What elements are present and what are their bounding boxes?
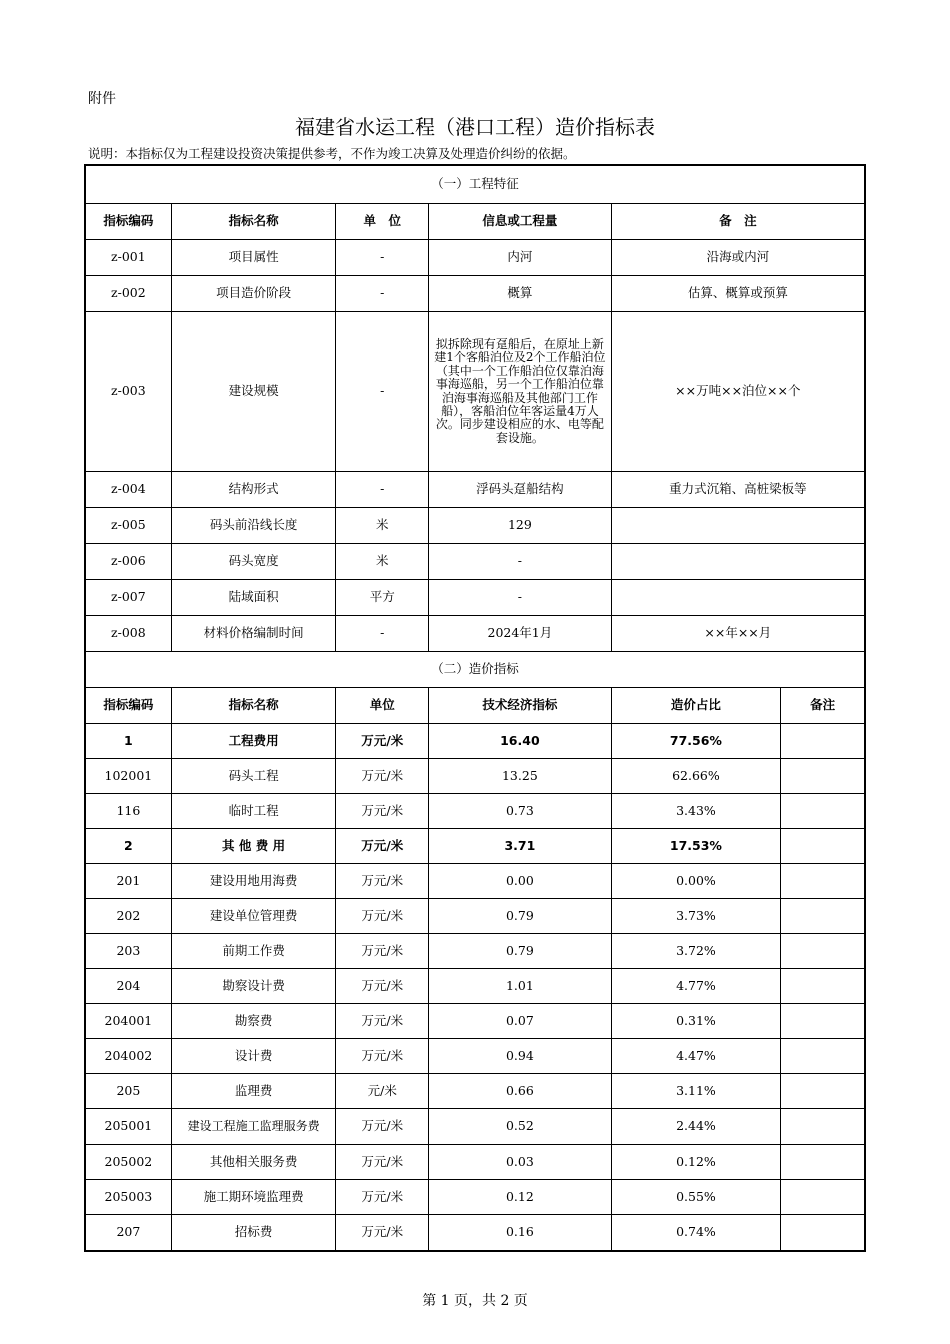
cell-value: 129 <box>428 508 611 543</box>
cell-code: z-004 <box>111 481 146 497</box>
table-row <box>86 1179 864 1214</box>
cell-unit: 万元/米 <box>335 1215 428 1250</box>
cell-code: z-002 <box>111 285 146 301</box>
table-row <box>86 828 864 863</box>
header-remark: 备 注 <box>611 204 864 239</box>
attachment-label: 附件 <box>88 91 116 107</box>
cell-index: 0.07 <box>428 1004 611 1038</box>
cell-index: 0.66 <box>428 1074 611 1108</box>
cost-index-table <box>84 164 866 1252</box>
cell-remark <box>780 1145 864 1179</box>
cell-ratio: 77.56% <box>611 724 781 758</box>
section1-title-row <box>86 166 864 203</box>
cell-unit: 万元/米 <box>335 864 428 898</box>
cell-name: 设计费 <box>171 1039 336 1073</box>
cell-remark <box>611 544 864 579</box>
table-row <box>86 723 864 758</box>
cell-unit: - <box>335 276 428 311</box>
cell-remark <box>780 934 864 968</box>
cell-name: 码头宽度 <box>171 544 336 579</box>
section2-title: （二）造价指标 <box>431 661 519 677</box>
cell-remark: ××万吨××泊位××个 <box>611 312 864 471</box>
page-title: 福建省水运工程（港口工程）造价指标表 <box>295 115 655 139</box>
header-code: 指标编码 <box>103 697 154 713</box>
cell-ratio: 4.77% <box>611 969 781 1003</box>
cell-value: 拟拆除现有趸船后，在原址上新建1个客船泊位及2个工作船泊位（其中一个工作船泊位仅靠泊海事海巡船，另一个工作船泊位靠泊海事海巡船及其他部门工作船），客船泊位年客运量4万人次。同步建设相应的水、电等配套设施。 <box>428 312 611 471</box>
table-row <box>86 933 864 968</box>
table-row <box>86 863 864 898</box>
cell-ratio: 0.00% <box>611 864 781 898</box>
cell-ratio: 3.72% <box>611 934 781 968</box>
section2-header-row <box>86 687 864 723</box>
cell-remark: 重力式沉箱、高桩梁板等 <box>611 472 864 507</box>
header-unit: 单 位 <box>335 204 428 239</box>
table-row <box>86 543 864 579</box>
cell-index: 0.12 <box>428 1180 611 1214</box>
cell-remark: 估算、概算或预算 <box>611 276 864 311</box>
cell-unit: 万元/米 <box>335 759 428 793</box>
cell-index: 0.79 <box>428 899 611 933</box>
table-row <box>86 471 864 507</box>
cell-code: z-007 <box>111 589 146 605</box>
cell-index: 0.00 <box>428 864 611 898</box>
cell-name: 结构形式 <box>171 472 336 507</box>
cell-unit: 米 <box>335 544 428 579</box>
cell-name: 前期工作费 <box>171 934 336 968</box>
cell-unit: - <box>335 616 428 651</box>
cell-remark <box>611 580 864 615</box>
cell-ratio: 3.73% <box>611 899 781 933</box>
cell-value: - <box>428 580 611 615</box>
table-row <box>86 1144 864 1179</box>
cell-value: 内河 <box>428 240 611 275</box>
cell-remark: ××年××月 <box>611 616 864 651</box>
cell-unit: 万元/米 <box>335 899 428 933</box>
cell-unit: 万元/米 <box>335 969 428 1003</box>
cell-unit: - <box>335 312 428 471</box>
header-name: 指标名称 <box>171 204 336 239</box>
cell-code: z-001 <box>111 249 146 265</box>
cell-index: 16.40 <box>428 724 611 758</box>
cell-remark <box>611 508 864 543</box>
cell-code: 201 <box>116 872 141 888</box>
header-ratio: 造价占比 <box>611 688 781 723</box>
cell-unit: 平方 <box>335 580 428 615</box>
cell-value: 浮码头趸船结构 <box>428 472 611 507</box>
cell-name: 施工期环境监理费 <box>171 1180 336 1214</box>
cell-value: 概算 <box>428 276 611 311</box>
cell-name: 其他相关服务费 <box>171 1145 336 1179</box>
cell-remark <box>780 1004 864 1038</box>
cell-ratio: 62.66% <box>611 759 781 793</box>
cell-remark <box>780 1180 864 1214</box>
table-row <box>86 311 864 471</box>
header-index: 技术经济指标 <box>428 688 611 723</box>
cell-code: z-006 <box>111 553 146 569</box>
cell-remark: 沿海或内河 <box>611 240 864 275</box>
section1-header-row <box>86 203 864 239</box>
cell-code: 205001 <box>104 1118 153 1134</box>
cell-index: 0.94 <box>428 1039 611 1073</box>
header-name: 指标名称 <box>171 688 336 723</box>
table-row <box>86 239 864 275</box>
disclaimer-note: 说明：本指标仅为工程建设投资决策提供参考，不作为竣工决算及处理造价纠纷的依据。 <box>88 146 576 161</box>
cell-name: 项目属性 <box>171 240 336 275</box>
cell-unit: - <box>335 240 428 275</box>
table-row <box>86 579 864 615</box>
section2-title-row <box>86 651 864 687</box>
cell-unit: 万元/米 <box>335 724 428 758</box>
cell-ratio: 17.53% <box>611 829 781 863</box>
cell-index: 1.01 <box>428 969 611 1003</box>
cell-remark <box>780 864 864 898</box>
cell-remark <box>780 829 864 863</box>
cell-name: 监理费 <box>171 1074 336 1108</box>
cell-index: 13.25 <box>428 759 611 793</box>
cell-name: 建设工程施工监理服务费 <box>171 1109 336 1144</box>
cell-value: 2024年1月 <box>428 616 611 651</box>
cell-name: 陆域面积 <box>171 580 336 615</box>
cell-remark <box>780 969 864 1003</box>
cell-index: 0.52 <box>428 1109 611 1144</box>
cell-name: 材料价格编制时间 <box>171 616 336 651</box>
cell-name: 建设用地用海费 <box>171 864 336 898</box>
table-row <box>86 1073 864 1108</box>
cell-name: 勘察设计费 <box>171 969 336 1003</box>
cell-remark <box>780 724 864 758</box>
cell-ratio: 0.74% <box>611 1215 781 1250</box>
cell-ratio: 0.31% <box>611 1004 781 1038</box>
cell-name: 建设规模 <box>171 312 336 471</box>
cell-code: z-003 <box>111 383 146 399</box>
table-row <box>86 615 864 651</box>
cell-index: 3.71 <box>428 829 611 863</box>
cell-ratio: 3.43% <box>611 794 781 828</box>
cell-code: 2 <box>124 837 133 853</box>
cell-code: 205 <box>116 1082 141 1098</box>
cell-remark <box>780 1109 864 1144</box>
header-value: 信息或工程量 <box>428 204 611 239</box>
cell-unit: 万元/米 <box>335 829 428 863</box>
cell-code: 102001 <box>104 767 153 783</box>
cell-remark <box>780 759 864 793</box>
cell-code: 207 <box>116 1224 141 1240</box>
cell-code: z-005 <box>111 517 146 533</box>
cell-name: 其 他 费 用 <box>171 829 336 863</box>
cell-index: 0.03 <box>428 1145 611 1179</box>
cell-unit: 万元/米 <box>335 1109 428 1144</box>
cell-unit: 万元/米 <box>335 1180 428 1214</box>
cell-value: - <box>428 544 611 579</box>
cell-name: 勘察费 <box>171 1004 336 1038</box>
cell-name: 工程费用 <box>171 724 336 758</box>
cell-unit: 万元/米 <box>335 794 428 828</box>
cell-code: 202 <box>116 907 141 923</box>
cell-code: 116 <box>116 802 141 818</box>
cell-unit: 万元/米 <box>335 1039 428 1073</box>
table-row <box>86 758 864 793</box>
cell-name: 项目造价阶段 <box>171 276 336 311</box>
cell-name: 临时工程 <box>171 794 336 828</box>
cell-code: z-008 <box>111 625 146 641</box>
table-row <box>86 793 864 828</box>
table-row <box>86 1108 864 1144</box>
cell-code: 204002 <box>104 1047 153 1063</box>
table-row <box>86 507 864 543</box>
cell-unit: - <box>335 472 428 507</box>
cell-unit: 万元/米 <box>335 934 428 968</box>
cell-index: 0.79 <box>428 934 611 968</box>
cell-ratio: 3.11% <box>611 1074 781 1108</box>
cell-index: 0.73 <box>428 794 611 828</box>
table-row <box>86 275 864 311</box>
cell-code: 205002 <box>104 1153 153 1169</box>
cell-remark <box>780 1039 864 1073</box>
table-row <box>86 1038 864 1073</box>
cell-unit: 元/米 <box>335 1074 428 1108</box>
cell-name: 招标费 <box>171 1215 336 1250</box>
header-unit: 单位 <box>335 688 428 723</box>
cell-name: 建设单位管理费 <box>171 899 336 933</box>
page-number: 第 1 页，共 2 页 <box>422 1293 528 1309</box>
section1-title: （一）工程特征 <box>431 176 519 192</box>
cell-name: 码头前沿线长度 <box>171 508 336 543</box>
cell-index: 0.16 <box>428 1215 611 1250</box>
table-row <box>86 1214 864 1250</box>
cell-name: 码头工程 <box>171 759 336 793</box>
cell-ratio: 0.55% <box>611 1180 781 1214</box>
cell-remark <box>780 1215 864 1250</box>
cell-code: 204 <box>116 977 141 993</box>
cell-code: 204001 <box>104 1012 153 1028</box>
cell-ratio: 2.44% <box>611 1109 781 1144</box>
cell-ratio: 0.12% <box>611 1145 781 1179</box>
cell-ratio: 4.47% <box>611 1039 781 1073</box>
cell-remark <box>780 1074 864 1108</box>
cell-code: 205003 <box>104 1188 153 1204</box>
cell-code: 203 <box>116 942 141 958</box>
table-row <box>86 968 864 1003</box>
table-row <box>86 898 864 933</box>
cell-unit: 万元/米 <box>335 1004 428 1038</box>
cell-remark <box>780 794 864 828</box>
header-remark: 备注 <box>780 688 864 723</box>
cell-unit: 米 <box>335 508 428 543</box>
cell-remark <box>780 899 864 933</box>
cell-code: 1 <box>124 732 133 748</box>
table-row <box>86 1003 864 1038</box>
cell-unit: 万元/米 <box>335 1145 428 1179</box>
header-code: 指标编码 <box>103 213 154 229</box>
